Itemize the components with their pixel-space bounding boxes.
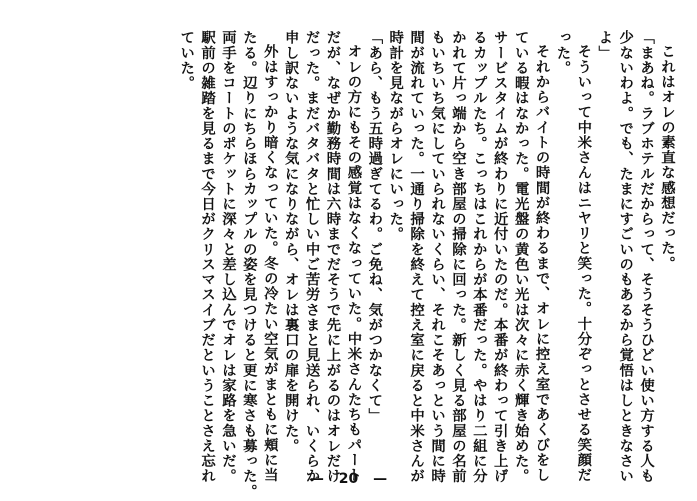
text-line: オレの方にもその感覚はなくなっていた。中米さんたちもパート bbox=[345, 44, 362, 483]
text-line: った。 bbox=[554, 30, 571, 76]
text-line: 「まあね。ラブホテルだからって、そうそうひどい使い方する人も bbox=[638, 30, 655, 484]
text-line: それからバイトの時間が終わるまで、オレに控え室であくびをし bbox=[533, 44, 550, 483]
text-line: だが、なぜか勤務時間は六時までだそうで先に上がるのはオレだけ bbox=[324, 30, 341, 484]
text-line: 間が流れていった。一通り掃除を終えて控え室に戻ると中米さんが bbox=[408, 30, 425, 484]
text-line: だった。まだバタバタと忙しい中ご苦労さまと見送られ、いくらか bbox=[303, 30, 320, 484]
text-line: ている暇はなかった。電光盤の黄色い光は次々に赤く輝き始めた。 bbox=[512, 30, 529, 484]
text-line: 両手をコートのポケットに深々と差し込んでオレは家路を急いだ。 bbox=[219, 30, 236, 484]
text-line: もいちいち気にしていられないくらい、それこそあっという間に時 bbox=[429, 30, 446, 484]
text-line: よ」 bbox=[596, 30, 613, 61]
text-line: 時計を見ながらオレにいった。 bbox=[387, 30, 404, 242]
page-number: — 20 — bbox=[309, 471, 388, 487]
text-line: 申し訳ないような気になりながら、オレは裏口の扉を開けた。 bbox=[282, 30, 299, 454]
text-line: 少ないわよ。でも、たまにすごいのもあるから覚悟はしときなさい bbox=[617, 30, 634, 484]
text-line: かれて片っ端から空き部屋の掃除に回った。新しく見る部屋の名前 bbox=[449, 30, 466, 484]
text-line: そういって中米さんはニヤリと笑った。十分ぞっとさせる笑顔だ bbox=[575, 44, 592, 483]
text-line: ていた。 bbox=[178, 30, 195, 91]
text-line: サービスタイムが終わりに近付いたのだ。本番が終わって引き上げ bbox=[491, 30, 508, 484]
text-line: これはオレの素直な感想だった。 bbox=[659, 44, 675, 272]
text-line: たる。辺りにちらほらカップルの姿を見つけると更に寒さも募った。 bbox=[240, 30, 257, 499]
text-line: るカップルたち。こっちはこれからが本番だった。やはり二組に分 bbox=[470, 30, 487, 484]
text-line: 外はすっかり暗くなっていた。冬の冷たい空気がまともに頬に当 bbox=[261, 44, 278, 483]
text-line: 「あら、もう五時過ぎてるわ。ご免ね、気がつかなくて」 bbox=[366, 30, 383, 424]
text-line: 駅前の雑踏を見るまで今日がクリスマスイブだということさえ忘れ bbox=[199, 30, 216, 484]
